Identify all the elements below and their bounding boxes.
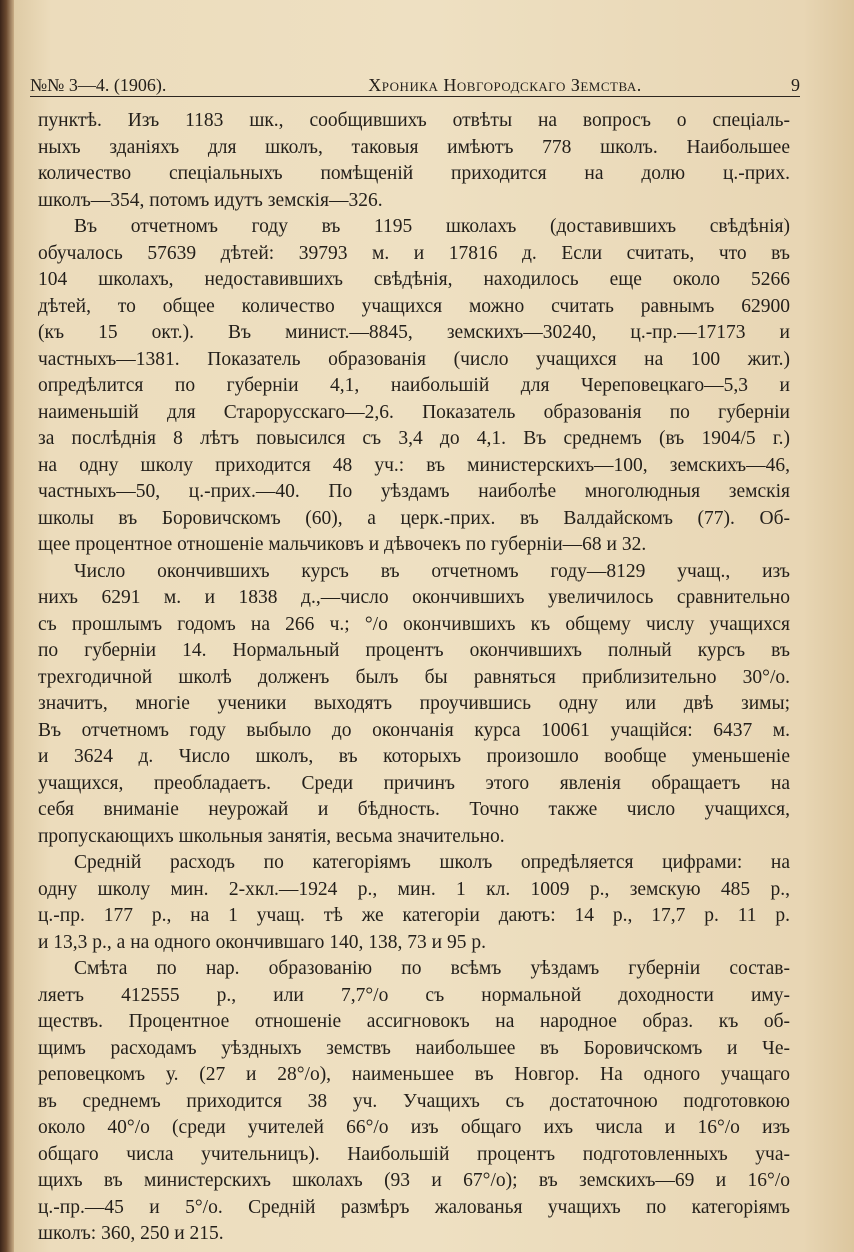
text-line: реповецкомъ у. (27 и 28°/о), наименьшее въ Новгор. На одного учащаго — [38, 1064, 790, 1085]
text-line: ц.-пр. 177 р., на 1 учащ. тѣ же категоріи даютъ: 14 р., 17,7 р. 11 р. — [38, 905, 790, 926]
text-line: щее процентное отношеніе мальчиковъ и дѣвочекъ по губерніи—68 и 32. — [38, 534, 647, 555]
text-line: по губерніи 14. Нормальный процентъ окончившихъ полный курсъ въ — [38, 640, 790, 661]
text-line: дѣтей, то общее количество учащихся можно считать равнымъ 62900 — [38, 295, 790, 317]
text-line: себя вниманіе неурожай и бѣдность. Точно также число учащихся, — [38, 799, 790, 820]
text-line: нихъ 6291 м. и 1838 д.,—число окончившихъ увеличилось сравнительно — [38, 587, 790, 608]
text-line: общаго числа учительницъ). Наибольшій процентъ подготовленныхъ уча- — [38, 1143, 790, 1165]
text-line: обучалось 57639 дѣтей: 39793 м. и 17816 д. Если считать, что въ — [38, 242, 790, 264]
text-line: и 13,3 р., а на одного окончившаго 140, 138, 73 и 95 р. — [38, 931, 486, 953]
text-line: школъ—354, потомъ идутъ земскія—326. — [38, 189, 383, 211]
text-line: пропускающихъ школьныя занятія, весьма значительно. — [38, 825, 505, 847]
text-line: около 40°/о (среди учителей 66°/о изъ общаго ихъ числа и 16°/о изъ — [38, 1117, 790, 1138]
text-line: щимъ расходамъ уѣздныхъ земствъ наибольшее въ Боровичскомъ и Че- — [38, 1037, 790, 1059]
text-line: значитъ, многіе ученики выходятъ проучившись одну или двѣ зимы; — [38, 693, 790, 714]
text-line: Смѣта по нар. образованію по всѣмъ уѣздамъ губерніи состав- — [74, 958, 790, 979]
text-line: щихъ въ министерскихъ школахъ (93 и 67°/о); въ земскихъ—69 и 16°/о — [38, 1170, 790, 1191]
page-number: 9 — [791, 75, 800, 95]
page-binding-edge — [0, 0, 14, 1252]
paragraph — [38, 956, 790, 1248]
text-line: частныхъ—50, ц.-прих.—40. По уѣздамъ наиболѣе многолюдныя земскія — [38, 481, 790, 502]
text-line: Число окончившихъ курсъ въ отчетномъ году—8129 учащ., изъ — [74, 560, 790, 582]
paragraph — [38, 559, 790, 851]
issue-number: №№ 3—4. (1906). — [30, 75, 167, 95]
paragraph — [38, 214, 790, 559]
text-line: на одну школу приходится 48 уч.: въ министерскихъ—100, земскихъ—46, — [38, 454, 790, 476]
text-line: частныхъ—1381. Показатель образованія (число учащихся на 100 жит.) — [38, 348, 790, 370]
text-line: Средній расходъ по категоріямъ школъ опредѣляется цифрами: на — [74, 852, 790, 873]
text-line: пунктѣ. Изъ 1183 шк., сообщившихъ отвѣты на вопросъ о спеціаль- — [38, 110, 790, 131]
text-line: одну школу мин. 2-хкл.—1924 р., мин. 1 кл. 1009 р., земскую 485 р., — [38, 878, 790, 900]
text-line: Въ отчетномъ году въ 1195 школахъ (доставившихъ свѣдѣнія) — [74, 216, 790, 237]
text-line: трехгодичной школѣ долженъ былъ бы равняться приблизительно 30°/о. — [38, 666, 790, 688]
text-line: и 3624 д. Число школъ, въ которыхъ произошло вообще уменьшеніе — [38, 746, 790, 767]
text-line: ляетъ 412555 р., или 7,7°/о съ нормальной доходности иму- — [38, 984, 790, 1006]
text-line: наименьшій для Старорусскаго—2,6. Показатель образованія по губерніи — [38, 401, 790, 423]
journal-title: Хроника Новгородскаго Земства. — [368, 75, 642, 95]
text-line: ц.-пр.—45 и 5°/о. Средній размѣръ жалованья учащихъ по категоріямъ — [38, 1196, 790, 1218]
text-line: опредѣлится по губерніи 4,1, наибольшій для Череповецкаго—5,3 и — [38, 375, 790, 396]
text-line: количество спеціальныхъ помѣщеній приходится на долю ц.-прих. — [38, 163, 790, 184]
text-line: 104 школахъ, недоставившихъ свѣдѣнія, находилось еще около 5266 — [38, 269, 790, 290]
text-line: учащихся, преобладаетъ. Среди причинъ этого явленія обращаетъ на — [38, 772, 790, 794]
text-line: за послѣднія 8 лѣтъ повысился съ 3,4 до 4,1. Въ среднемъ (въ 1904/5 г.) — [38, 428, 790, 449]
text-line: въ среднемъ приходится 38 уч. Учащихъ съ достаточною подготовкою — [38, 1090, 790, 1112]
text-line: ществъ. Процентное отношеніе ассигновокъ на народное образ. къ об- — [38, 1011, 790, 1032]
text-line: (къ 15 окт.). Въ минист.—8845, земскихъ—30240, ц.-пр.—17173 и — [38, 322, 790, 343]
text-line: ныхъ зданіяхъ для школъ, таковыя имѣютъ 778 школъ. Наибольшее — [38, 136, 790, 158]
text-line: съ прошлымъ годомъ на 266 ч.; °/о окончившихъ къ общему числу учащихся — [38, 613, 790, 635]
text-line: школы въ Боровичскомъ (60), а церк.-прих. въ Валдайскомъ (77). Об- — [38, 507, 790, 529]
running-header — [30, 62, 800, 96]
header-rule — [30, 96, 800, 97]
text-line: школъ: 360, 250 и 215. — [38, 1223, 224, 1244]
text-line: Въ отчетномъ году выбыло до окончанія курса 10061 учащійся: 6437 м. — [38, 719, 790, 741]
paragraph — [38, 850, 790, 956]
paragraph — [38, 108, 790, 214]
article-body — [38, 108, 790, 1248]
